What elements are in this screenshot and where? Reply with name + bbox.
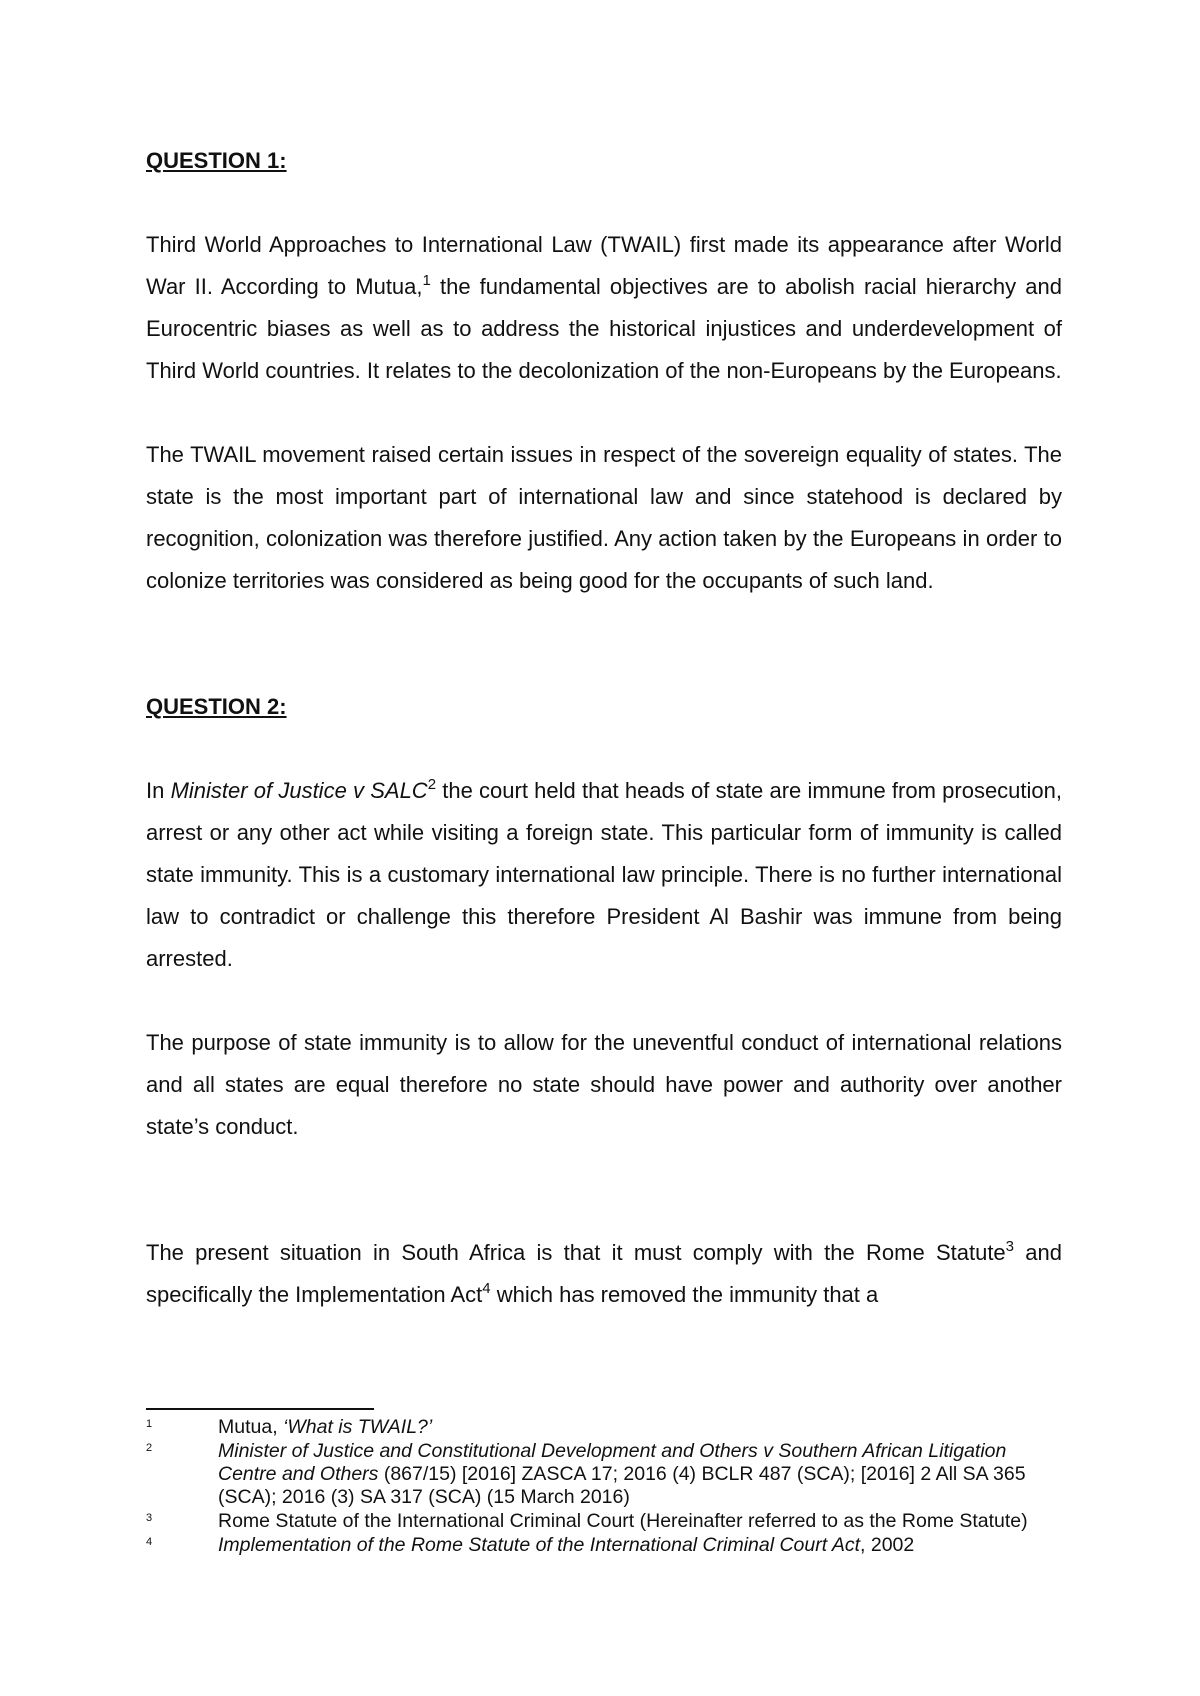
- footnote-2: 2 Minister of Justice and Constitutional Development and Others v Southern African Litigation Centre and Others (867/15) [2016] ZASCA 17; 2016 (4) BCLR 487 (SCA); [2016] 2 All SA 365 (SCA); 2016 (3) SA 317 (SCA) (15 March 2016): [146, 1440, 1026, 1508]
- footnote-ref-2[interactable]: 2: [427, 776, 437, 793]
- footnote-3: 3 Rome Statute of the International Criminal Court (Hereinafter referred to as the Rome Statute): [146, 1510, 1028, 1532]
- footnote-number: 4: [146, 1536, 153, 1548]
- footnote-ref-3[interactable]: 3: [1005, 1238, 1015, 1255]
- question-2-paragraph-2: The purpose of state immunity is to allow for the uneventful conduct of international relations and all states are equal therefore no state should have power and authority over another state’s conduct.: [146, 1030, 1062, 1139]
- question-2-paragraph-1: In Minister of Justice v SALC$^2$ the court held that heads of state are immune from prosecution, arrest or any other act while visiting a foreign state. This particular form of immunity is called state immunity. This is a customary international law principle. There is no further international law to contradict or challenge this therefore President Al Bashir was immune from being arrested.: [146, 776, 1062, 971]
- footnote-number: 2: [146, 1442, 153, 1454]
- footnote-4: 4 Implementation of the Rome Statute of the International Criminal Court Act, 2002: [146, 1534, 915, 1556]
- footnote-separator: [146, 1408, 374, 1410]
- footnote-number: 3: [146, 1512, 153, 1524]
- body-text: [146, 140, 1062, 1316]
- case-name: Minister of Justice v SALC: [170, 778, 428, 803]
- footnote-number: 1: [146, 1418, 153, 1430]
- question-1-heading: QUESTION 1:: [146, 148, 287, 173]
- footnote-ref-4[interactable]: 4: [482, 1280, 491, 1297]
- footnote-1: 1 Mutua, ‘What is TWAIL?’: [146, 1416, 433, 1438]
- question-2-heading: QUESTION 2:: [146, 694, 287, 719]
- question-1-paragraph-2: The TWAIL movement raised certain issues in respect of the sovereign equality of states. The state is the most important part of international law and since statehood is declared by recognition, colonization was therefore justified. Any action taken by the Europeans in order to colonize territories was considered as being good for the occupants of such land.: [146, 442, 1062, 593]
- question-2-paragraph-3: The present situation in South Africa is that it must comply with the Rome Statute$^3$ and specifically the Implementation Act$^4$ which has removed the immunity that a: [146, 1238, 1062, 1307]
- footnote-ref-1[interactable]: 1: [422, 272, 431, 289]
- footnotes: [146, 1416, 1062, 1558]
- question-1-paragraph-1: Third World Approaches to International Law (TWAIL) first made its appearance after World War II. According to Mutua,$^1$ the fundamental objectives are to abolish racial hierarchy and Eurocentric biases as well as to address the historical injustices and underdevelopment of Third World countries. It relates to the decolonization of the non-Europeans by the Europeans.: [146, 232, 1062, 383]
